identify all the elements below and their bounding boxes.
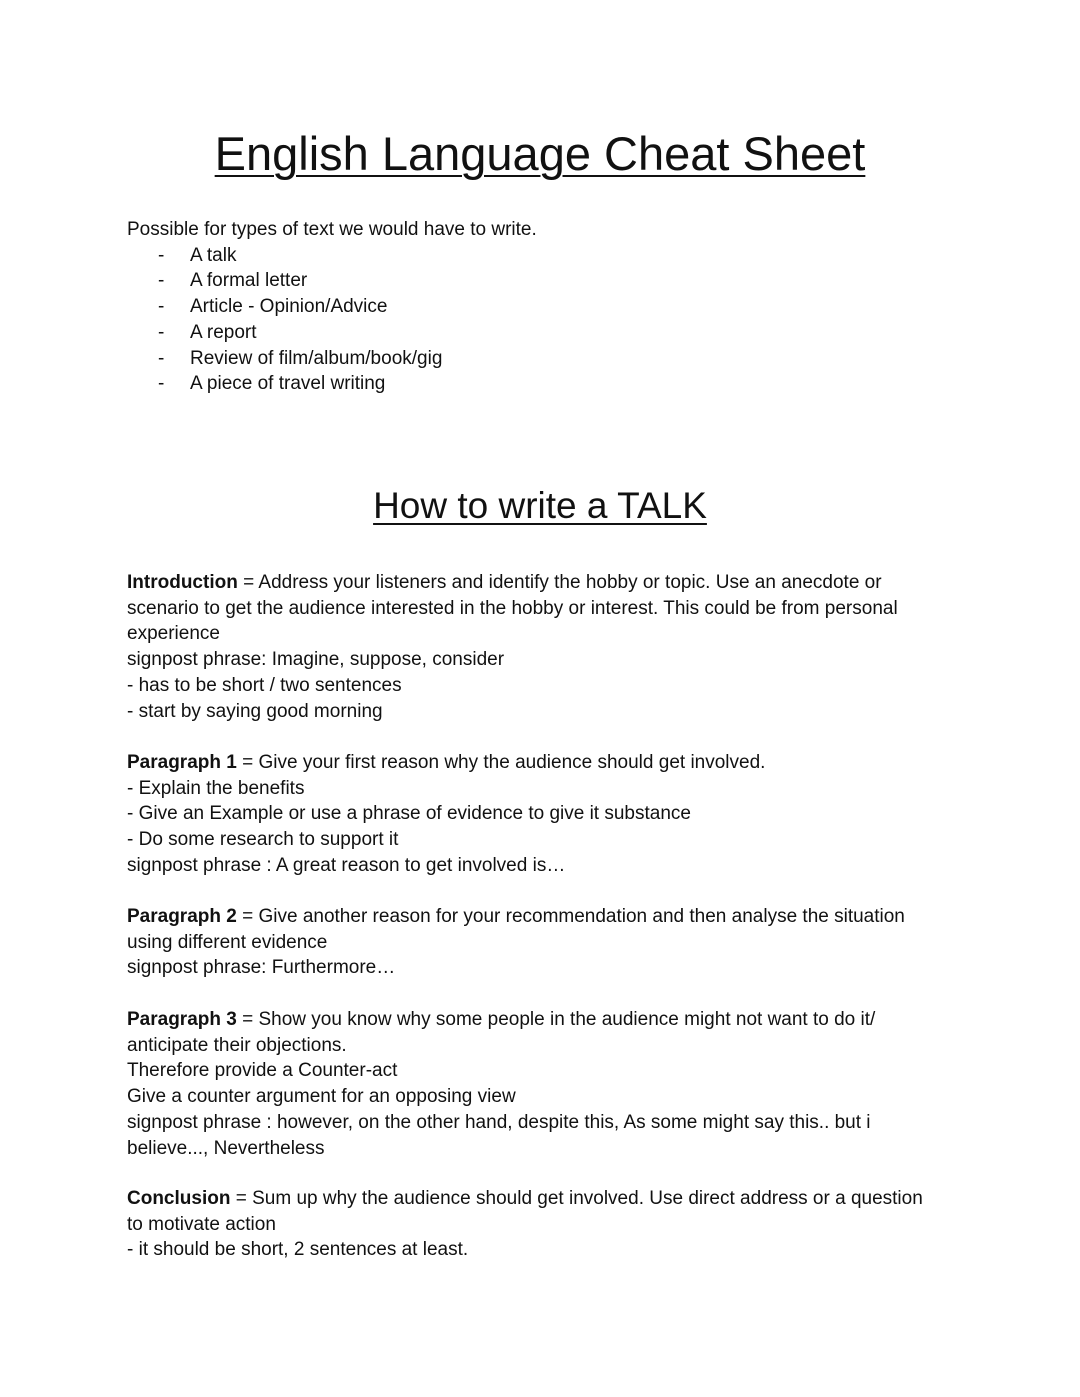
text-types-section: [127, 217, 967, 397]
bullet-dash: -: [158, 270, 165, 292]
section-line: signpost phrase: Furthermore…: [127, 957, 396, 979]
section-text: = Give another reason for your recommendation and then analyse the situation: [236, 906, 905, 927]
section-line: signpost phrase : A great reason to get involved is…: [127, 854, 566, 876]
section-line: signpost phrase : however, on the other hand, despite this, As some might say this.. but i: [127, 1111, 871, 1133]
section-line: [127, 570, 967, 596]
section-line: scenario to get the audience interested in the hobby or interest. This could be from personal: [127, 597, 898, 619]
section-conclusion: [127, 1186, 967, 1263]
section-label: Introduction: [127, 572, 238, 593]
section-introduction: [127, 570, 967, 724]
bullet-dash: -: [158, 296, 165, 318]
list-item: [127, 268, 967, 294]
section-line: signpost phrase: Imagine, suppose, consider: [127, 649, 505, 671]
section-label: Paragraph 3: [127, 1009, 237, 1030]
list-item-text: A talk: [190, 244, 237, 266]
section-paragraph-1: [127, 750, 967, 879]
section-line: - start by saying good morning: [127, 700, 383, 722]
list-item-text: A piece of travel writing: [190, 373, 386, 395]
list-item: [127, 320, 967, 346]
section-line: using different evidence: [127, 931, 328, 953]
section-text: = Sum up why the audience should get involved. Use direct address or a question: [230, 1188, 923, 1209]
section-line: believe..., Nevertheless: [127, 1137, 325, 1159]
list-item: [127, 371, 967, 397]
section-text: = Address your listeners and identify the hobby or topic. Use an anecdote or: [237, 572, 882, 593]
section-line: - Give an Example or use a phrase of evidence to give it substance: [127, 803, 691, 825]
section-label: Paragraph 2: [127, 906, 237, 927]
section-line: Give a counter argument for an opposing view: [127, 1086, 516, 1108]
section-line: - has to be short / two sentences: [127, 674, 402, 696]
section-line: - it should be short, 2 sentences at least.: [127, 1239, 469, 1261]
section-line: to motivate action: [127, 1213, 276, 1235]
bullet-dash: -: [158, 244, 165, 266]
section-title: How to write a TALK: [373, 485, 707, 526]
section-line: - Explain the benefits: [127, 777, 305, 799]
section-line: Therefore provide a Counter-act: [127, 1060, 398, 1082]
section-line: - Do some research to support it: [127, 829, 399, 851]
section-line: [127, 904, 967, 930]
page-title: English Language Cheat Sheet: [214, 127, 866, 180]
list-item-text: Review of film/album/book/gig: [190, 347, 443, 369]
list-item-text: A formal letter: [190, 270, 308, 292]
bullet-dash: -: [158, 373, 165, 395]
section-line: [127, 750, 967, 776]
list-item: [127, 294, 967, 320]
section-line: [127, 1186, 967, 1212]
bullet-dash: -: [158, 347, 165, 369]
bullet-dash: -: [158, 321, 165, 343]
list-item-text: Article - Opinion/Advice: [190, 296, 388, 318]
section-text: = Give your first reason why the audience should get involved.: [236, 752, 766, 773]
list-item-text: A report: [190, 321, 257, 343]
section-line: [127, 1007, 967, 1033]
section-label: Conclusion: [127, 1188, 231, 1209]
text-types-list: [127, 243, 967, 397]
text-types-intro: Possible for types of text we would have to write.: [127, 219, 537, 240]
section-line: experience: [127, 623, 220, 645]
list-item: [127, 243, 967, 269]
section-paragraph-2: [127, 904, 967, 981]
section-line: anticipate their objections.: [127, 1034, 347, 1056]
section-label: Paragraph 1: [127, 752, 237, 773]
section-text: = Show you know why some people in the audience might not want to do it/: [236, 1009, 876, 1030]
list-item: [127, 346, 967, 372]
section-paragraph-3: [127, 1007, 967, 1161]
